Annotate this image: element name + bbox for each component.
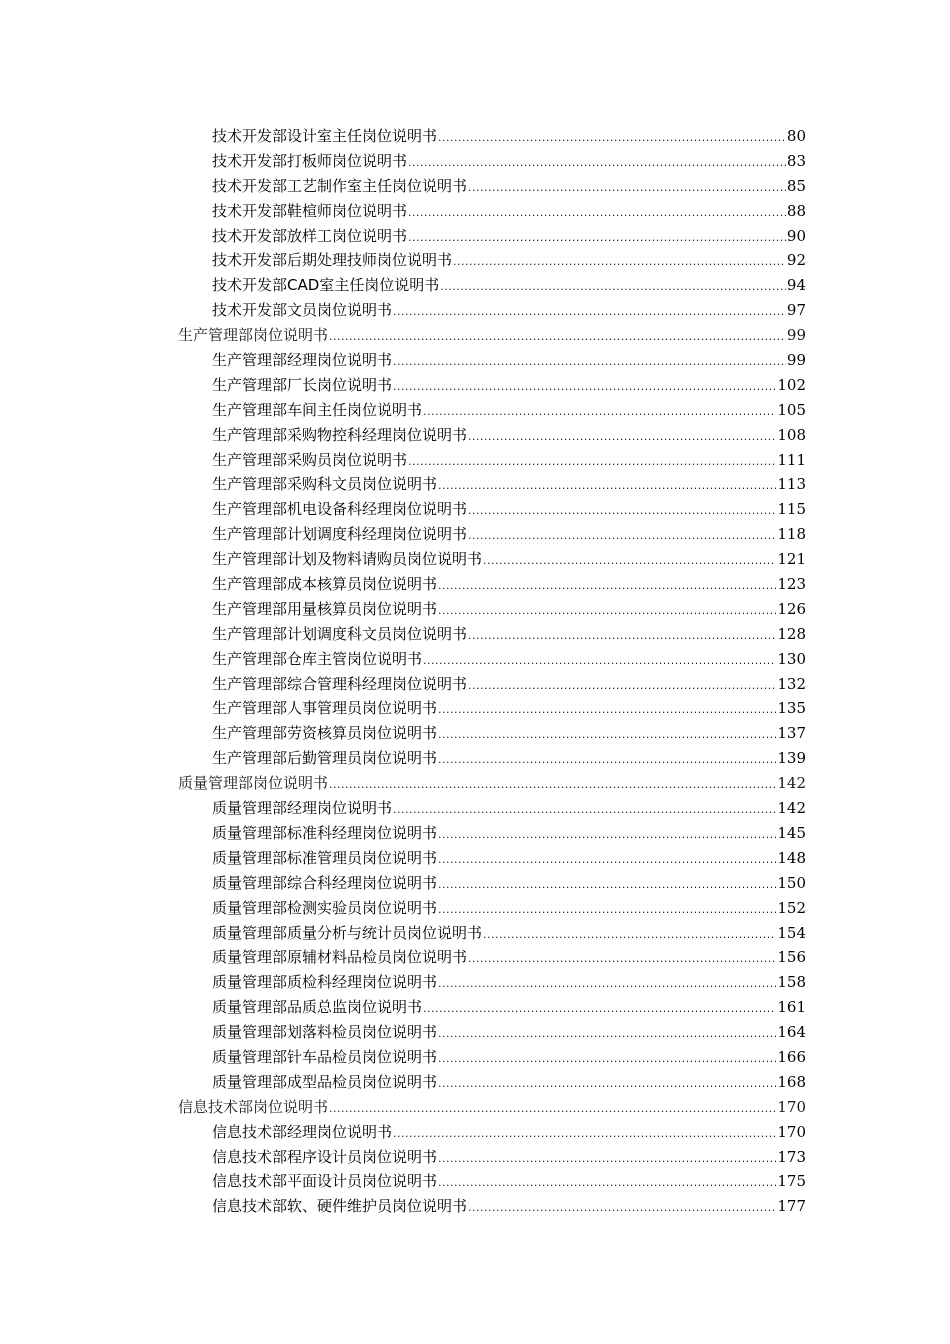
toc-entry[interactable]	[0, 647, 950, 672]
toc-page-number: 175	[777, 1172, 806, 1191]
toc-dot-leader	[438, 474, 776, 497]
toc-entry-title: 生产管理部厂长岗位说明书	[212, 375, 393, 394]
toc-page-number: 92	[786, 251, 806, 270]
toc-dot-leader	[329, 1097, 776, 1120]
toc-page-number: 108	[777, 425, 806, 444]
toc-entry[interactable]	[0, 373, 950, 398]
toc-dot-leader	[468, 524, 776, 547]
toc-dot-leader	[468, 176, 786, 199]
toc-page-number: 166	[777, 1047, 806, 1066]
toc-entry[interactable]	[0, 970, 950, 995]
toc-page-number: 135	[777, 699, 806, 718]
toc-dot-leader	[438, 1072, 776, 1095]
toc-entry[interactable]	[0, 1169, 950, 1194]
toc-dot-leader	[440, 275, 786, 298]
toc-entry-title: 信息技术部程序设计员岗位说明书	[212, 1147, 438, 1166]
toc-entry[interactable]	[0, 721, 950, 746]
toc-dot-leader	[438, 126, 786, 149]
toc-page-number: 142	[777, 774, 806, 793]
toc-page-number: 173	[777, 1147, 806, 1166]
toc-page-number: 80	[786, 127, 806, 145]
toc-entry[interactable]	[0, 696, 950, 721]
toc-page-number: 161	[777, 998, 806, 1017]
toc-entry-title: 生产管理部成本核算员岗位说明书	[212, 575, 438, 594]
toc-entry[interactable]	[0, 871, 950, 896]
toc-dot-leader	[393, 350, 786, 373]
toc-dot-leader	[468, 624, 776, 647]
toc-section-entry[interactable]	[0, 323, 950, 348]
toc-page-number: 85	[786, 176, 806, 195]
toc-dot-leader	[408, 151, 786, 174]
toc-entry[interactable]	[0, 124, 950, 149]
toc-page-number: 164	[777, 1023, 806, 1042]
toc-entry[interactable]	[0, 547, 950, 572]
toc-dot-leader	[468, 499, 776, 522]
toc-dot-leader	[408, 201, 786, 224]
toc-page-number: 88	[786, 201, 806, 220]
toc-dot-leader	[438, 898, 776, 921]
toc-entry[interactable]	[0, 1070, 950, 1095]
toc-entry[interactable]	[0, 472, 950, 497]
toc-entry-title: 信息技术部软、硬件维护员岗位说明书	[212, 1197, 468, 1216]
toc-page-number: 123	[777, 575, 806, 594]
toc-entry-title: 生产管理部计划及物料请购员岗位说明书	[212, 550, 483, 569]
toc-section-entry[interactable]	[0, 771, 950, 796]
toc-entry[interactable]	[0, 348, 950, 373]
toc-entry-title: 生产管理部采购科文员岗位说明书	[212, 475, 438, 494]
toc-entry-title: 技术开发部文员岗位说明书	[212, 301, 393, 320]
toc-entry-title: 质量管理部经理岗位说明书	[212, 799, 393, 818]
toc-dot-leader	[393, 375, 776, 398]
toc-page-number: 105	[777, 400, 806, 419]
toc-entry-title: 技术开发部打板师岗位说明书	[212, 151, 408, 170]
toc-dot-leader	[468, 947, 776, 970]
toc-entry-title: 质量管理部标准管理员岗位说明书	[212, 848, 438, 867]
toc-dot-leader	[438, 1171, 776, 1194]
toc-entry[interactable]	[0, 746, 950, 771]
toc-entry-title: 技术开发部CAD室主任岗位说明书	[212, 276, 440, 295]
toc-page-number: 99	[786, 351, 806, 370]
toc-entry-title: 生产管理部车间主任岗位说明书	[212, 400, 423, 419]
toc-entry[interactable]	[0, 448, 950, 473]
toc-dot-leader	[468, 674, 776, 697]
toc-dot-leader	[423, 997, 776, 1020]
toc-entry[interactable]	[0, 1194, 950, 1219]
toc-entry-title: 生产管理部计划调度科文员岗位说明书	[212, 624, 468, 643]
toc-entry-title: 质量管理部检测实验员岗位说明书	[212, 898, 438, 917]
toc-dot-leader	[329, 773, 776, 796]
toc-page-number: 113	[777, 475, 806, 494]
toc-dot-leader	[329, 325, 786, 348]
toc-page-number: 168	[777, 1072, 806, 1091]
toc-dot-leader	[393, 300, 786, 323]
toc-entry[interactable]	[0, 921, 950, 946]
toc-dot-leader	[438, 1022, 776, 1045]
toc-dot-leader	[438, 1147, 776, 1170]
table-of-contents	[0, 124, 950, 1219]
toc-page-number: 137	[777, 724, 806, 743]
toc-entry[interactable]	[0, 497, 950, 522]
toc-entry-title: 生产管理部经理岗位说明书	[212, 351, 393, 370]
toc-entry-title: 质量管理部成型品检员岗位说明书	[212, 1072, 438, 1091]
toc-page-number: 99	[786, 326, 806, 345]
toc-entry[interactable]	[0, 248, 950, 273]
toc-dot-leader	[438, 873, 776, 896]
toc-dot-leader	[423, 400, 776, 423]
toc-dot-leader	[438, 848, 776, 871]
toc-entry[interactable]	[0, 995, 950, 1020]
toc-page-number: 148	[777, 848, 806, 867]
toc-dot-leader	[408, 226, 786, 249]
toc-page-number: 130	[777, 649, 806, 668]
toc-entry[interactable]	[0, 174, 950, 199]
toc-dot-leader	[438, 723, 776, 746]
toc-entry[interactable]	[0, 298, 950, 323]
toc-entry[interactable]	[0, 896, 950, 921]
toc-page-number: 154	[777, 923, 806, 942]
toc-entry-title: 质量管理部质检科经理岗位说明书	[212, 973, 438, 992]
toc-entry[interactable]	[0, 1045, 950, 1070]
toc-entry-title: 生产管理部综合管理科经理岗位说明书	[212, 674, 468, 693]
toc-dot-leader	[438, 972, 776, 995]
toc-entry[interactable]	[0, 398, 950, 423]
toc-entry-title: 信息技术部经理岗位说明书	[212, 1122, 393, 1141]
toc-entry[interactable]	[0, 846, 950, 871]
toc-entry-title: 生产管理部后勤管理员岗位说明书	[212, 749, 438, 768]
toc-dot-leader	[438, 1047, 776, 1070]
toc-entry[interactable]	[0, 224, 950, 249]
toc-entry-title: 生产管理部计划调度科经理岗位说明书	[212, 525, 468, 544]
toc-page-number: 142	[777, 799, 806, 818]
toc-page-number: 115	[777, 500, 806, 519]
toc-entry-title: 生产管理部用量核算员岗位说明书	[212, 599, 438, 618]
toc-entry-title: 技术开发部后期处理技师岗位说明书	[212, 251, 453, 270]
toc-entry-title: 生产管理部仓库主管岗位说明书	[212, 649, 423, 668]
toc-entry[interactable]	[0, 1020, 950, 1045]
toc-dot-leader	[438, 748, 776, 771]
toc-entry-title: 质量管理部综合科经理岗位说明书	[212, 873, 438, 892]
toc-entry-title: 生产管理部采购物控科经理岗位说明书	[212, 425, 468, 444]
toc-page-number: 111	[777, 450, 806, 469]
toc-entry[interactable]	[0, 423, 950, 448]
toc-dot-leader	[438, 698, 776, 721]
toc-page-number: 102	[777, 375, 806, 394]
toc-entry[interactable]	[0, 273, 950, 298]
toc-entry-title: 生产管理部人事管理员岗位说明书	[212, 699, 438, 718]
toc-entry-title: 技术开发部设计室主任岗位说明书	[212, 127, 438, 145]
toc-entry-title: 质量管理部标准科经理岗位说明书	[212, 823, 438, 842]
toc-entry[interactable]	[0, 597, 950, 622]
toc-entry-title: 质量管理部划落料检员岗位说明书	[212, 1023, 438, 1042]
toc-entry-title: 生产管理部岗位说明书	[178, 326, 329, 345]
toc-entry-title: 技术开发部工艺制作室主任岗位说明书	[212, 176, 468, 195]
toc-entry[interactable]	[0, 796, 950, 821]
toc-page-number: 94	[786, 276, 806, 295]
toc-dot-leader	[483, 923, 776, 946]
toc-page-number: 121	[777, 550, 806, 569]
toc-page-number: 90	[786, 226, 806, 245]
toc-entry[interactable]	[0, 672, 950, 697]
toc-dot-leader	[453, 250, 786, 273]
toc-dot-leader	[393, 1122, 776, 1145]
toc-page-number: 145	[777, 823, 806, 842]
toc-entry-title: 技术开发部放样工岗位说明书	[212, 226, 408, 245]
toc-entry[interactable]	[0, 1145, 950, 1170]
toc-dot-leader	[468, 425, 776, 448]
toc-page-number: 158	[777, 973, 806, 992]
toc-page-number: 118	[777, 525, 806, 544]
toc-dot-leader	[468, 1196, 776, 1219]
toc-page-number: 152	[777, 898, 806, 917]
toc-entry[interactable]	[0, 1120, 950, 1145]
toc-entry-title: 信息技术部平面设计员岗位说明书	[212, 1172, 438, 1191]
toc-dot-leader	[393, 798, 776, 821]
toc-section-entry[interactable]	[0, 1095, 950, 1120]
toc-entry-title: 生产管理部劳资核算员岗位说明书	[212, 724, 438, 743]
toc-page-number: 156	[777, 948, 806, 967]
toc-entry-title: 质量管理部岗位说明书	[178, 774, 329, 793]
toc-page-number: 126	[777, 599, 806, 618]
toc-entry-title: 质量管理部质量分析与统计员岗位说明书	[212, 923, 483, 942]
toc-entry-title: 信息技术部岗位说明书	[178, 1097, 329, 1116]
toc-dot-leader	[438, 823, 776, 846]
toc-entry[interactable]	[0, 622, 950, 647]
toc-entry-title: 生产管理部机电设备科经理岗位说明书	[212, 500, 468, 519]
toc-page-number: 97	[786, 301, 806, 320]
toc-page-number: 150	[777, 873, 806, 892]
toc-page-number: 170	[777, 1097, 806, 1116]
toc-dot-leader	[408, 450, 776, 473]
toc-dot-leader	[483, 549, 776, 572]
toc-dot-leader	[423, 649, 776, 672]
toc-dot-leader	[438, 574, 776, 597]
toc-entry-title: 生产管理部采购员岗位说明书	[212, 450, 408, 469]
toc-entry[interactable]	[0, 149, 950, 174]
toc-page-number: 132	[777, 674, 806, 693]
toc-entry-title: 质量管理部原辅材料品检员岗位说明书	[212, 948, 468, 967]
toc-entry-title: 质量管理部针车品检员岗位说明书	[212, 1047, 438, 1066]
toc-entry[interactable]	[0, 821, 950, 846]
toc-entry[interactable]	[0, 199, 950, 224]
toc-entry-title: 技术开发部鞋楦师岗位说明书	[212, 201, 408, 220]
toc-page-number: 139	[777, 749, 806, 768]
toc-page-number: 170	[777, 1122, 806, 1141]
toc-page-number: 83	[786, 151, 806, 170]
toc-entry[interactable]	[0, 945, 950, 970]
toc-entry[interactable]	[0, 572, 950, 597]
toc-entry[interactable]	[0, 522, 950, 547]
toc-entry-title: 质量管理部品质总监岗位说明书	[212, 998, 423, 1017]
toc-page-number: 177	[777, 1197, 806, 1216]
toc-page-number: 128	[777, 624, 806, 643]
toc-dot-leader	[438, 599, 776, 622]
